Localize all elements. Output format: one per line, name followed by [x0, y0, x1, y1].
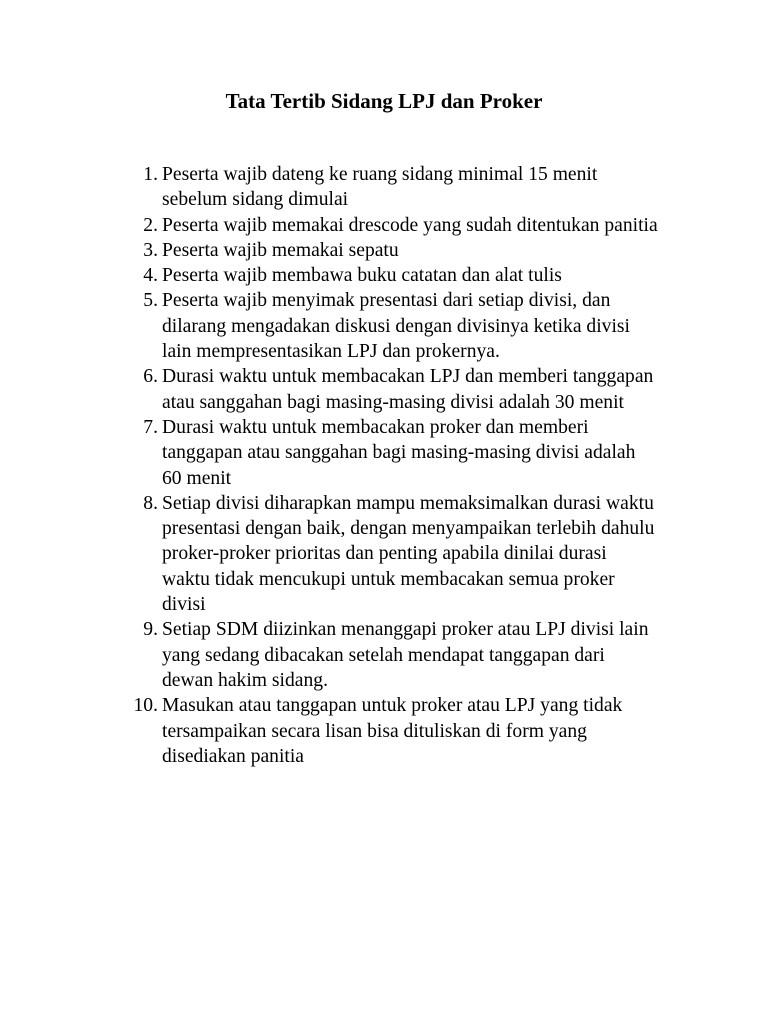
- rule-number: 9.: [143, 619, 158, 641]
- rule-item: [118, 288, 658, 364]
- rule-text: Setiap SDM diizinkan menanggapi proker atau LPJ divisi lain yang sedang dibacakan setelah mendapat tanggapan dari dewan hakim sidang.: [162, 619, 649, 691]
- rule-text: Setiap divisi diharapkan mampu memaksimalkan durasi waktu presentasi dengan baik, dengan menyampaikan terlebih dahulu proker-proker prioritas dan penting apabila dinilai durasi waktu tidak mencukupi untuk membacakan semua proker divisi: [162, 492, 655, 616]
- rule-number: 6.: [143, 366, 158, 388]
- rule-number: 2.: [143, 214, 158, 236]
- rule-item: [118, 162, 658, 213]
- rule-number: 8.: [143, 492, 158, 514]
- rule-item: [118, 213, 658, 238]
- rule-text: Durasi waktu untuk membacakan LPJ dan memberi tanggapan atau sanggahan bagi masing-masing divisi adalah 30 menit: [162, 366, 654, 413]
- rule-number: 10.: [133, 695, 158, 717]
- rule-number: 7.: [143, 416, 158, 438]
- rule-number: 4.: [143, 265, 158, 287]
- rule-text: Peserta wajib dateng ke ruang sidang minimal 15 menit sebelum sidang dimulai: [162, 164, 598, 211]
- rules-list: [118, 162, 658, 769]
- rule-item: [118, 693, 658, 769]
- rule-number: 1.: [143, 164, 158, 185]
- rule-number: 5.: [143, 290, 158, 312]
- rule-text: Peserta wajib membawa buku catatan dan alat tulis: [162, 265, 562, 287]
- rule-item: [118, 415, 658, 491]
- rule-number: 3.: [143, 239, 158, 261]
- document-title: Tata Tertib Sidang LPJ dan Proker: [225, 89, 543, 113]
- rule-item: [118, 263, 658, 288]
- rule-text: Peserta wajib menyimak presentasi dari setiap divisi, dan dilarang mengadakan diskusi dengan divisinya ketika divisi lain mempresentasikan LPJ dan prokernya.: [162, 290, 630, 363]
- rule-text: Peserta wajib memakai sepatu: [162, 239, 399, 261]
- rule-item: [118, 491, 658, 617]
- rule-text: Masukan atau tanggapan untuk proker atau LPJ yang tidak tersampaikan secara lisan bisa dituliskan di form yang disediakan panitia: [162, 695, 623, 767]
- rule-item: [118, 364, 658, 415]
- rule-text: Peserta wajib memakai drescode yang sudah ditentukan panitia: [162, 214, 658, 236]
- rule-item: [118, 238, 658, 263]
- rule-text: Durasi waktu untuk membacakan proker dan memberi tanggapan atau sanggahan bagi masing-masing divisi adalah 60 menit: [162, 416, 636, 489]
- rule-item: [118, 617, 658, 693]
